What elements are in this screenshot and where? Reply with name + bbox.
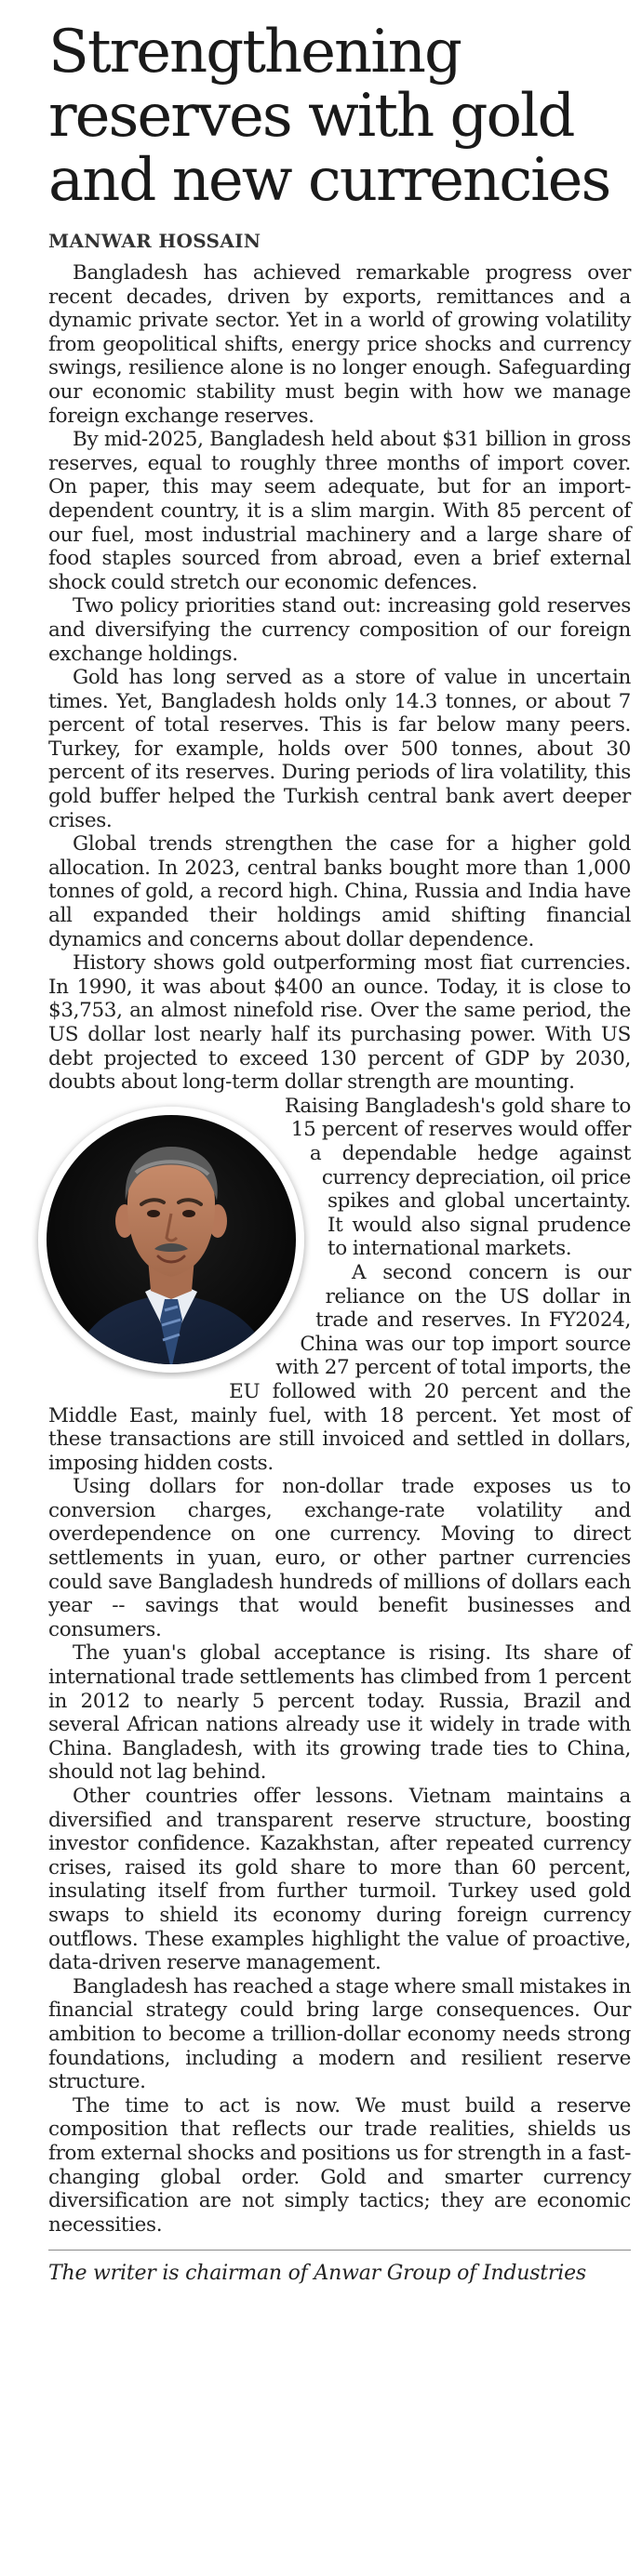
paragraph: A second concern is our reliance on the US dollar in trade and reserves. In FY2024, China was our top import source with 27 percent of total imports, the EU followed with 20 percent and the Middle East, mainly fuel, with 18 percent. Yet most of these transactions are still invoiced and settled in dollars, imposing hidden costs. bbox=[48, 1260, 631, 1475]
paragraph: By mid-2025, Bangladesh held about $31 billion in gross reserves, equal to roughly three months of import cover. On paper, this may seem adequate, but for an import-dependent country, it is a slim margin. With 85 percent of our fuel, most industrial machinery and a large share of food staples sourced from abroad, even a brief external shock could stretch our economic defences. bbox=[48, 428, 631, 594]
author-portrait-photo-icon bbox=[32, 1100, 311, 1379]
article-body bbox=[48, 261, 631, 2237]
paragraph: History shows gold outperforming most fiat currencies. In 1990, it was about $400 an ounce. Today, it is close to $3,753, an almost ninefold rise. Over the same period, the US dollar lost nearly half its purchasing power. With US debt projected to exceed 130 percent of GDP by 2030, doubts about long-term dollar strength are mounting. bbox=[48, 951, 631, 1095]
paragraph: Bangladesh has reached a stage where small mistakes in financial strategy could bring large consequences. Our ambition to become a trillion-dollar economy needs strong foundations, including a modern and resilient reserve structure. bbox=[48, 1974, 631, 2094]
byline: MANWAR HOSSAIN bbox=[48, 230, 261, 252]
paragraph: Gold has long served as a store of value in uncertain times. Yet, Bangladesh holds only 14.3 tonnes, or about 7 percent of total reserves. This is far below many peers. Turkey, for example, holds over 500 tonnes, about 30 percent of its reserves. During periods of lira volatility, this gold buffer helped the Turkish central bank avert deeper crises. bbox=[48, 666, 631, 832]
paragraph: Other countries offer lessons. Vietnam maintains a diversified and transparent reserve structure, boosting investor confidence. Kazakhstan, after repeated currency crises, raised its gold share to more than 60 percent, insulating itself from further turmoil. Turkey used gold swaps to shield its economy during foreign currency outflows. These examples highlight the value of proactive, data-driven reserve management. bbox=[48, 1785, 631, 1975]
author-note: The writer is chairman of Anwar Group of Industries bbox=[48, 2250, 631, 2285]
paragraph: Two policy priorities stand out: increasing gold reserves and diversifying the currency composition of our foreign exchange holdings. bbox=[48, 594, 631, 666]
headline: Strengthening reserves with gold and new currencies bbox=[48, 18, 610, 215]
paragraph: Using dollars for non-dollar trade exposes us to conversion charges, exchange-rate volatility and overdependence on one currency. Moving to direct settlements in yuan, euro, or other partner currencies could save Bangladesh hundreds of millions of dollars each year -- savings that would benefit businesses and consumers. bbox=[48, 1475, 631, 1641]
author-portrait bbox=[32, 1100, 311, 1379]
paragraph: The yuan's global acceptance is rising. Its share of international trade settlements has climbed from 1 percent in 2012 to nearly 5 percent today. Russia, Brazil and several African nations already use it widely in trade with China. Bangladesh, with its growing trade ties to China, should not lag behind. bbox=[48, 1641, 631, 1785]
paragraph: Global trends strengthen the case for a higher gold allocation. In 2023, central banks bought more than 1,000 tonnes of gold, a record high. China, Russia and India have all expanded their holdings amid shifting financial dynamics and concerns about dollar dependence. bbox=[48, 832, 631, 951]
paragraph: The time to act is now. We must build a reserve composition that reflects our trade realities, shields us from external shocks and positions us for strength in a fast-changing global order. Gold and smarter currency diversification are not simply tactics; they are economic necessities. bbox=[48, 2093, 631, 2237]
paragraph: Raising Bangladesh's gold share to 15 percent of reserves would offer a dependable hedge against currency depreciation, oil price spikes and global uncertainty. It would also signal prudence to international markets. bbox=[285, 1094, 631, 1261]
paragraph: Bangladesh has achieved remarkable progress over recent decades, driven by exports, remittances and a dynamic private sector. Yet in a world of growing volatility from geopolitical shifts, energy price shocks and currency swings, resilience alone is no longer enough. Safeguarding our economic stability must begin with how we manage foreign exchange reserves. bbox=[48, 261, 631, 428]
